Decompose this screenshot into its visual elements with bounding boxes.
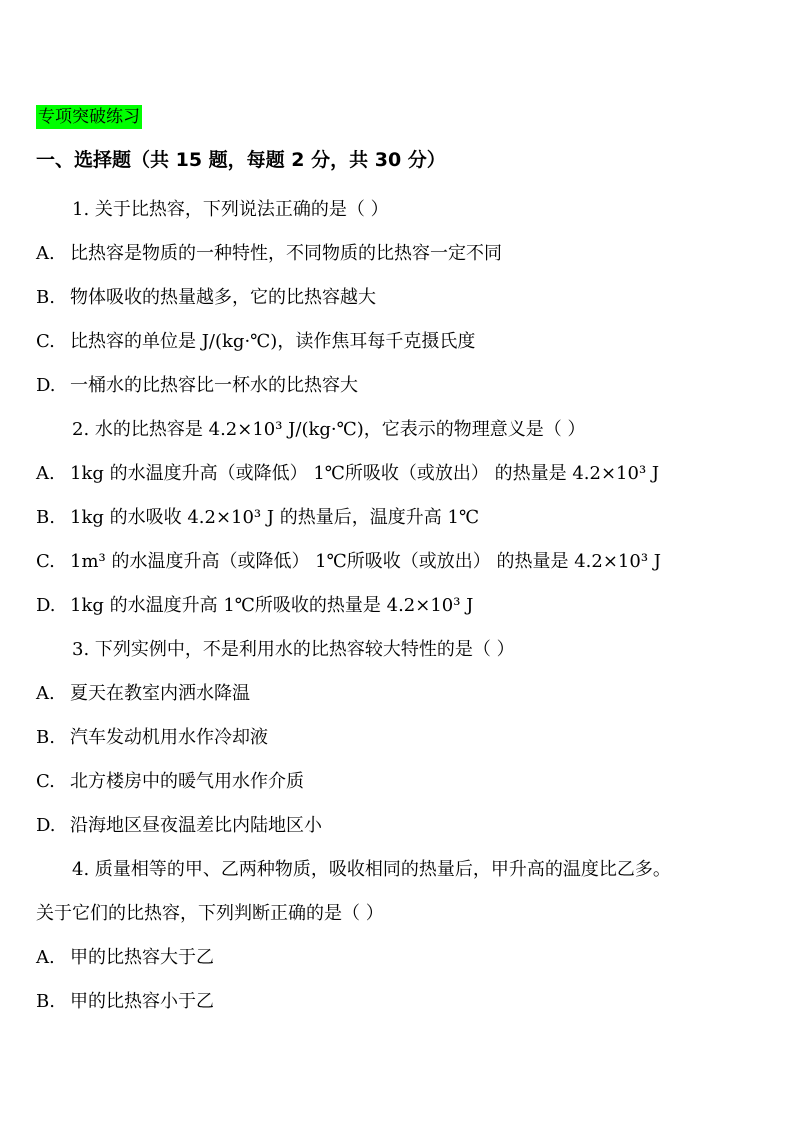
option-letter: A. [36,243,55,264]
option-text: 物体吸收的热量越多，它的比热容越大 [70,287,376,308]
practice-tag: 专项突破练习 [38,107,140,127]
option-letter: B. [36,507,55,528]
option-letter: A. [36,463,55,484]
question-1-stem: 1. 关于比热容，下列说法正确的是（ ） [72,199,389,220]
option-text: 1m³ 的水温度升高（或降低） 1℃所吸收（或放出） 的热量是 4.2×10³ J [70,551,661,572]
question-3-option-d[interactable] [36,813,322,839]
option-letter: D. [36,375,56,396]
question-1-option-c[interactable] [36,329,475,355]
question-3-option-b[interactable] [36,725,268,751]
option-text: 1kg 的水温度升高 1℃所吸收的热量是 4.2×10³ J [70,595,474,616]
question-4-option-b[interactable] [36,989,214,1015]
option-letter: C. [36,771,55,792]
question-2-stem: 2. 水的比热容是 4.2×10³ J/(kg·℃)，它表示的物理意义是（ ） [72,419,586,440]
option-letter: B. [36,991,55,1012]
question-4-stem: 4. 质量相等的甲、乙两种物质，吸收相同的热量后，甲升高的温度比乙多。 [72,859,671,880]
option-text: 比热容的单位是 J/(kg·℃)，读作焦耳每千克摄氏度 [70,331,476,352]
question-2-option-a[interactable] [36,461,659,487]
option-letter: B. [36,287,55,308]
question-3-option-a[interactable] [36,681,250,707]
option-text: 甲的比热容小于乙 [70,991,214,1012]
question-2-option-d[interactable] [36,593,473,619]
option-letter: B. [36,727,55,748]
question-2-option-b[interactable] [36,505,479,531]
option-text: 甲的比热容大于乙 [70,947,214,968]
option-text: 比热容是物质的一种特性，不同物质的比热容一定不同 [70,243,502,264]
option-letter: D. [36,595,56,616]
option-text: 1kg 的水温度升高（或降低） 1℃所吸收（或放出） 的热量是 4.2×10³ J [70,463,660,484]
option-text: 汽车发动机用水作冷却液 [70,727,268,748]
option-text: 沿海地区昼夜温差比内陆地区小 [70,815,322,836]
option-letter: A. [36,683,55,704]
option-letter: A. [36,947,55,968]
option-text: 夏天在教室内洒水降温 [70,683,250,704]
question-3-option-c[interactable] [36,769,304,795]
option-text: 一桶水的比热容比一杯水的比热容大 [70,375,358,396]
option-letter: C. [36,551,55,572]
question-1-option-a[interactable] [36,241,502,267]
question-4-option-a[interactable] [36,945,214,971]
option-letter: D. [36,815,56,836]
question-4-stem-continued: 关于它们的比热容，下列判断正确的是（ ） [36,903,384,924]
question-3-stem: 3. 下列实例中，不是利用水的比热容较大特性的是（ ） [72,639,515,660]
question-1-option-d[interactable] [36,373,358,399]
question-1-option-b[interactable] [36,285,376,311]
question-2-option-c[interactable] [36,549,661,575]
option-text: 北方楼房中的暖气用水作介质 [70,771,304,792]
option-text: 1kg 的水吸收 4.2×10³ J 的热量后，温度升高 1℃ [70,507,480,528]
option-letter: C. [36,331,55,352]
section-heading: 一、选择题（共 15 题，每题 2 分，共 30 分） [36,149,446,171]
